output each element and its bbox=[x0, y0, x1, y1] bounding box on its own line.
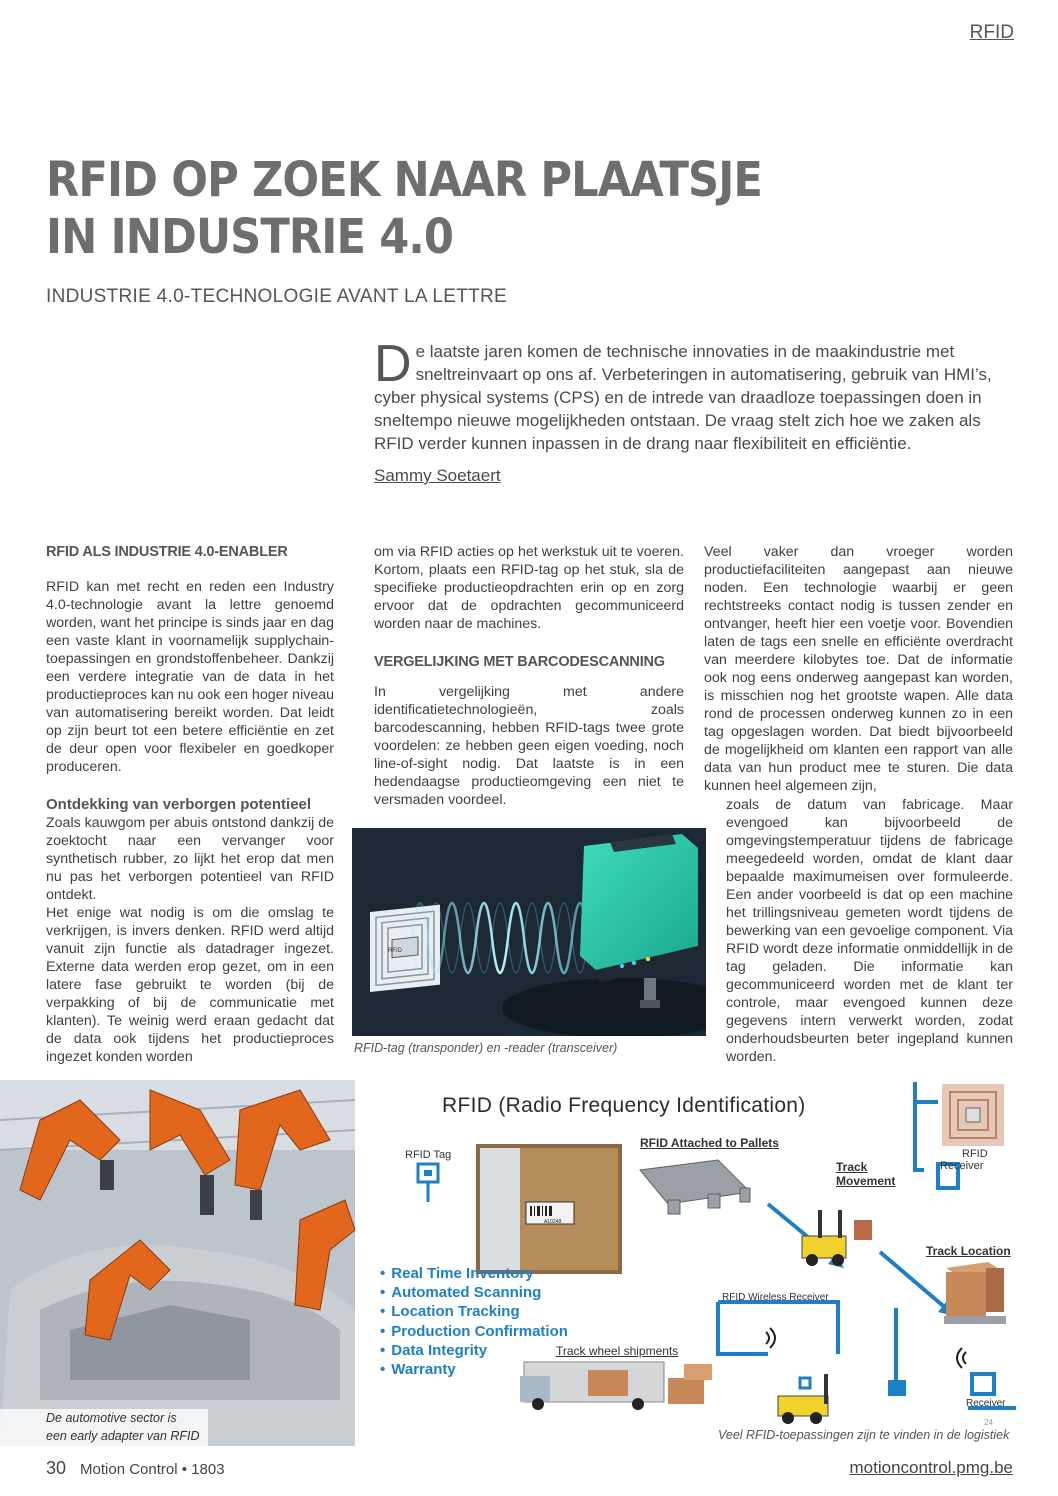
bullet-item: • Location Tracking bbox=[380, 1303, 520, 1321]
column-1-bottom bbox=[46, 796, 334, 1066]
rfid-tag-text: RFID bbox=[388, 948, 402, 954]
rfid-photo bbox=[352, 828, 706, 1036]
section-tag[interactable]: RFID bbox=[969, 22, 1014, 43]
bullet-item: • Real Time Inventory bbox=[380, 1265, 534, 1282]
robot-caption-line-2: een early adapter van RFID bbox=[46, 1429, 200, 1443]
column-1-top bbox=[46, 543, 334, 776]
box-stack bbox=[944, 1262, 1006, 1324]
headline-line-1: RFID OP ZOEK NAAR PLAATSJE bbox=[46, 152, 763, 208]
col1-paragraph-1: RFID kan met recht en reden een Industry 4.0-technologie avant la lettre genoemd worden, want het principe is sinds jaar en dag een vaste klant in voornamelijk supplychain-toepassingen en grondstoffenbeheer. Dankzij een verdere integratie van de data in het productieproces kan nu ook een hoger niveau van automatisering bereikt worden. Dat leidt op zijn beurt tot een betere efficiëntie en zet de deur open voor flexibeler en goedkoper produceren. bbox=[46, 579, 334, 775]
bullet-item: • Automated Scanning bbox=[380, 1284, 542, 1302]
label-track-location: Track Location bbox=[926, 1244, 1011, 1258]
label-pallets: RFID Attached to Pallets bbox=[640, 1136, 779, 1150]
rfid-photo-art bbox=[352, 828, 706, 1036]
robot-caption-line-1: De automotive sector is bbox=[46, 1411, 177, 1425]
label-track-movement-2: Movement bbox=[836, 1174, 896, 1188]
col1-heading: RFID ALS INDUSTRIE 4.0-ENABLER bbox=[46, 544, 288, 560]
headline bbox=[46, 152, 856, 266]
infographic-page-mark: 24 bbox=[984, 1418, 993, 1427]
headline-line-2: IN INDUSTRIE 4.0 bbox=[46, 209, 454, 265]
label-rfid-tag: RFID Tag bbox=[405, 1149, 452, 1161]
infographic-bullets bbox=[380, 1264, 568, 1379]
label-wireless-receiver: RFID Wireless Receiver bbox=[722, 1292, 829, 1303]
wireless-receiver-icon bbox=[766, 1328, 966, 1368]
col3-paragraph-2: zoals de datum van fabricage. Maar evengoed kan bijvoorbeeld de omgevingstemperatuur tijdens de fabricage meegedeeld worden, omdat de klant daar bepaalde maximumeisen over formuleerde. Een ander voorbeeld is dat op een machine het trillingsniveau gemeten wordt tijdens de bewerking van een gevoelige component. Via RFID wordt deze informatie onmiddellijk in de tag geladen. Die informatie kan gecommuniceerd worden met de klant ter controle, maar evengoed kunnen deze gegevens intern verwerkt worden, zodat onderhoudsbeurten beter ingepland kunnen worden. bbox=[726, 797, 1013, 1065]
bullet-item: • Production Confirmation bbox=[380, 1322, 568, 1340]
robot-photo-art bbox=[0, 1080, 355, 1446]
column-3-top bbox=[704, 543, 1013, 795]
col2-heading: VERGELIJKING MET BARCODESCANNING bbox=[374, 654, 665, 670]
infographic-title: RFID (Radio Frequency Identification) bbox=[442, 1094, 806, 1117]
column-2 bbox=[374, 543, 684, 809]
author-link[interactable]: Sammy Soetaert bbox=[374, 466, 501, 485]
col1-paragraph-2: Zoals kauwgom per abuis ontstond dankzij de zoektocht naar een vervanger voor synthetisch rubber, zo lijkt het erop dat men nu pas het verborgen potentieel van RFID ontdekt. bbox=[46, 815, 334, 903]
col2-paragraph-2: In vergelijking met andere identificatietechnologieën, zoals barcodescanning, hebben RFID-tags twee grote voordelen: ze hebben geen eigen voeding, noch line-of-sight nodig. Dat laatste is in een hedendaagse productieomgeving een niet te versmaden voordeel. bbox=[374, 684, 684, 808]
label-receiver-top-1: RFID bbox=[962, 1148, 988, 1160]
rfid-photo-caption: RFID-tag (transponder) en -reader (transceiver) bbox=[354, 1041, 618, 1055]
label-track-movement-1: Track bbox=[836, 1160, 868, 1174]
col1-paragraph-3: Het enige wat nodig is om die omslag te verkrijgen, is invers denken. RFID werd altijd vanuit zijn functie als datadrager ingezet. Externe data werden erop gezet, om in een latere fase gebruikt te worden (bij de verpakking of bij de communicatie met klanten). Te weinig werd eraan gedacht dat de data ook tijdens het productieproces ingezet konden worden bbox=[46, 905, 334, 1065]
lead-text: e laatste jaren komen de technische innovaties in de maakindustrie met sneltreinvaart op ons af. Verbeteringen in automatisering, gebruik van HMI’s, cyber physical systems (CPS) en de intrede van draadloze toepassingen doen in sneltempo nieuwe mogelijkheden ontstaan. De vraag stelt zich hoe we zaken als RFID verder kunnen inpassen in de drang naar flexibiliteit en efficiëntie. bbox=[374, 342, 992, 453]
kicker: INDUSTRIE 4.0-TECHNOLOGIE AVANT LA LETTRE bbox=[46, 286, 508, 307]
bullet-item: • Data Integrity bbox=[380, 1341, 488, 1359]
label-receiver-bottom: Receiver bbox=[966, 1398, 1006, 1409]
drop-cap: D bbox=[374, 335, 412, 393]
robot-photo bbox=[0, 1080, 355, 1446]
infographic-caption: Veel RFID-toepassingen zijn te vinden in de logistiek bbox=[718, 1428, 1010, 1442]
bullet-item: • Warranty bbox=[380, 1361, 456, 1379]
barcode-text: A10248 bbox=[544, 1219, 562, 1225]
lead-paragraph bbox=[374, 335, 1014, 455]
forklift-top bbox=[802, 1210, 872, 1266]
col3-paragraph-1: Veel vaker dan vroeger worden productiefaciliteiten aangepast aan nieuwe noden. Een technologie waarbij er geen rechtstreeks contact nodig is tussen zender en ontvanger, heeft hier een voetje voor. Bovendien laten de tags een snelle en efficiënte overdracht van meerdere kilobytes toe. Dat de informatie ook nog eens onderweg aangepast kan worden, is misschien nog het grootste wapen. Alle data rond de processen onderweg kunnen zo in een tag opgeslagen worden. Dat biedt bijvoorbeeld de mogelijkheid om klanten een rapport van alle data van hun product mee te sturen. Die data kunnen heel algemeen zijn, bbox=[704, 544, 1013, 794]
page-number: 30 bbox=[46, 1458, 67, 1478]
label-track-wheel: Track wheel shipments bbox=[556, 1344, 679, 1358]
column-3-bottom bbox=[726, 796, 1013, 1066]
website-link[interactable]: motioncontrol.pmg.be bbox=[849, 1458, 1013, 1477]
label-receiver-top-2: Receiver bbox=[940, 1160, 984, 1172]
forklift-bottom bbox=[778, 1374, 906, 1424]
magazine-issue: Motion Control • 1803 bbox=[80, 1461, 225, 1478]
robot-caption-box bbox=[0, 1409, 208, 1446]
col1-subheading: Ontdekking van verborgen potentieel bbox=[46, 796, 312, 813]
footer-left bbox=[46, 1458, 225, 1479]
col2-paragraph-1: om via RFID acties op het werkstuk uit te voeren. Kortom, plaats een RFID-tag op het stuk, sla de specifieke productieopdrachten erin op en zorg ervoor dat de opdrachten gecommuniceerd worden naar de machines. bbox=[374, 544, 684, 632]
